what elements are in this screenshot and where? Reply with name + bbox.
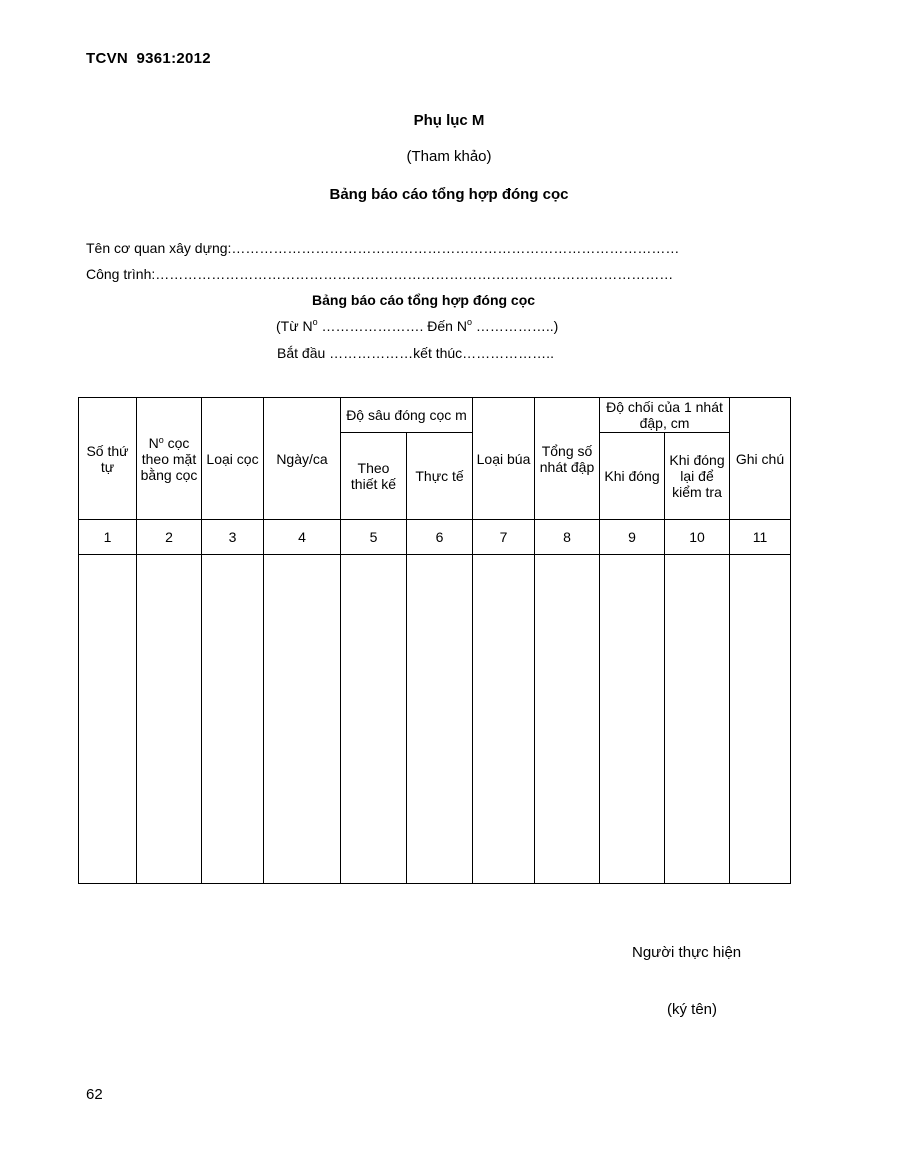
- table-row: [79, 555, 791, 884]
- column-number: 10: [665, 520, 730, 555]
- appendix-title: Phụ lục M: [413, 112, 485, 129]
- table-cell: [341, 555, 407, 884]
- header-refusal-redrive: Khi đóng lại để kiểm tra: [665, 433, 730, 520]
- table-cell: [79, 555, 137, 884]
- table-cell: [407, 555, 473, 884]
- column-number: 1: [79, 520, 137, 555]
- column-number: 5: [341, 520, 407, 555]
- table-header-row: [79, 398, 791, 433]
- column-number: 7: [473, 520, 535, 555]
- header-total-blows: Tổng số nhát đập: [535, 398, 600, 520]
- standard-code: TCVN 9361:2012: [86, 50, 211, 67]
- column-number-row: [79, 520, 791, 555]
- column-number: 11: [730, 520, 791, 555]
- table-cell: [535, 555, 600, 884]
- table-cell: [600, 555, 665, 884]
- header-pile-no: $N^o$ cọc theo mặt bằng cọc: [137, 398, 202, 520]
- header-depth-design: Theo thiết kế: [341, 433, 407, 520]
- signer-label: Người thực hiện: [632, 944, 742, 961]
- appendix-heading: Bảng báo cáo tổng hợp đóng cọc: [329, 186, 569, 203]
- column-number: 3: [202, 520, 264, 555]
- page-number: 62: [86, 1086, 103, 1103]
- report-period: Bắt đầu ………………kết thúc………………..: [277, 345, 554, 361]
- signature-note: (ký tên): [667, 1001, 718, 1018]
- column-number: 2: [137, 520, 202, 555]
- report-title: Bảng báo cáo tổng hợp đóng cọc: [312, 292, 536, 308]
- report-range: (Từ $N^o$ …………………. Đến $N^o$ ……………..): [276, 317, 559, 334]
- header-stt: Số thứ tự: [79, 398, 137, 520]
- header-depth-actual: Thực tế: [407, 433, 473, 520]
- table-cell: [137, 555, 202, 884]
- table-cell: [473, 555, 535, 884]
- header-date-shift: Ngày/ca: [264, 398, 341, 520]
- table-cell: [202, 555, 264, 884]
- table-cell: [730, 555, 791, 884]
- column-number: 9: [600, 520, 665, 555]
- pile-driving-report-table: [78, 397, 791, 884]
- column-number: 4: [264, 520, 341, 555]
- project-line: Công trình:…………………………………………………………………………………………………: [86, 266, 674, 282]
- header-depth-group: Độ sâu đóng cọc m: [341, 398, 473, 433]
- appendix-subtitle: (Tham khảo): [406, 148, 492, 165]
- header-refusal-driving: Khi đóng: [600, 433, 665, 520]
- header-refusal-group: Độ chối của 1 nhát đập, cm: [600, 398, 730, 433]
- organization-line: Tên cơ quan xây dựng:……………………………………………………………………………………: [86, 240, 680, 256]
- header-hammer-type: Loại búa: [473, 398, 535, 520]
- table-cell: [264, 555, 341, 884]
- table-cell: [665, 555, 730, 884]
- header-notes: Ghi chú: [730, 398, 791, 520]
- column-number: 6: [407, 520, 473, 555]
- column-number: 8: [535, 520, 600, 555]
- header-pile-type: Loại cọc: [202, 398, 264, 520]
